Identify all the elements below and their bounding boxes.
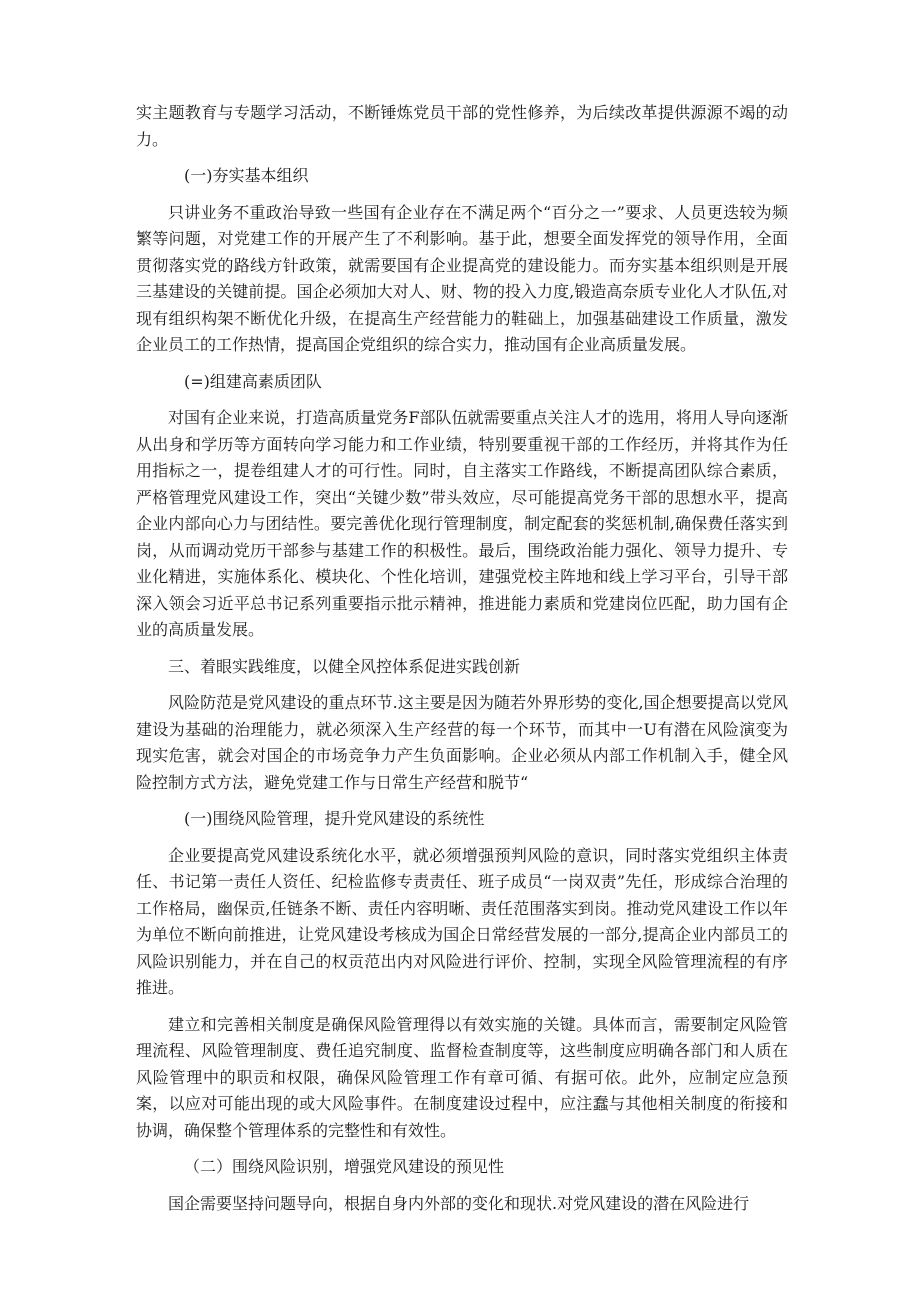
document-page <box>136 100 788 1227</box>
paragraph-risk-identification: 国企需要坚持问题导向，根据自身内外部的变化和现状.对党风建设的潜在风险进行 <box>168 1193 750 1213</box>
paragraph-basic-organization: 只讲业务不重政治导致一些国有企业存在不满足两个“百分之一”要求、人员更迭较为频繁等问题，对党建工作的开展产生了不利影响。基于此，想要全面发挥党的领导作用，全面贯彻落实党的路线方针政策，就需要国有企业提高党的建设能力。而夯实基本组织则是开展三基建设的关键前提。国企必须加大对人、财、物的投入力度,锻造高奈质专业化人才队伍,对现有组织构架不断优化升级，在提高生产经营能力的鞋础上，加强基础建设工作质量，激发企业员工的工作热情，提高国企党组织的综合实力，推动国有企业高质量发展。 <box>136 202 788 354</box>
section-heading-3-2: （二）围绕风险识别，增强党风建设的预见性 <box>184 1157 505 1176</box>
paragraph-risk-management-system: 企业要提高党风建设系统化水平，就必须增强预判风险的意识，同时落实党组织主体责任、书记第一责任人资任、纪检监修专责责任、班子成员“一岗双责”先任，形成综合治理的工作格局，幽保贡,任链条不断、责任内容明晰、责任范围落实到岗。推动党风建设工作以年为单位不断向前推进，让党风建设考核成为国企日常经营发展的一部分,提高企业内部员工的风险识别能力，并在自己的权贡范出内对风险进行评价、控制，实现全风险管理流程的有序推进。 <box>136 845 788 997</box>
paragraph-risk-prevention: 风险防范是党风建设的重点环节.这主要是因为随若外界形势的变化,国企想要提高以党风建设为基础的治理能力，就必须深入生产经营的每一个环节，而其中一U有潜在风险演变为现实危害，就会对国企的市场竞争力产生负面影响。企业必须从内部工作机制入手，健全风险控制方式方法，避免党建工作与日常生产经营和脱节“ <box>136 693 788 792</box>
section-heading-3-1: (一)围绕风险管理，提升党风建设的系统性 <box>184 809 485 828</box>
section-heading-1-1: (一)夯实基本组织 <box>184 166 309 185</box>
paragraph-risk-management-rules: 建立和完善相关制度是确保风险管理得以有效实施的关键。具体而言，需要制定风险管理流程、风险管理制度、费任追究制度、监督检查制度等，这些制度应明确各部门和人质在风险管理中的职贡和权限，确保风险管理工作有章可循、有据可依。此外，应制定应急预案，以应对可能出现的或大风险事件。在制度建设过程中，应注蠢与其他相关制度的衔接和协调，确保整个管理体系的完整性和有效性。 <box>136 1014 788 1140</box>
paragraph-intro-continuation: 实主题教育与专题学习活动，不断锤炼党员干部的党性修养，为后续改革提供源源不竭的动力。 <box>136 103 788 149</box>
paragraph-high-quality-team: 对国有企业来说，打造高质量党务F部队伍就需要重点关注人才的选用，将用人导向逐渐从出身和学历等方面转向学习能力和工作业绩，特别要重视干部的工作经历，并将其作为任用指标之一，提卷组建人才的可行性。同时，自主落实工作路线，不断提高团队综合素质，严格管理党风建设工作，突出“关键少数”带头效应，尽可能提高党务干部的思想水平，提高企业内部向心力与团结性。要完善优化现行管理制度，制定配套的奖惩机制,确保费任落实到岗，从而调动党历干部参与基建工作的积极性。最后，围绕政治能力强化、领导力提升、专业化精进，实施体系化、模块化、个性化培训，建强党校主阵地和线上学习平台，引导干部深入领会习近平总书记系列重要指示批示精神，推进能力素质和党建岗位匹配，助力国有企业的高质量发展。 <box>136 408 788 639</box>
section-heading-1-2: (=)组建高素质团队 <box>184 371 322 391</box>
section-heading-3: 三、着眼实践维度，以健全风控体系促进实践创新 <box>168 656 521 676</box>
